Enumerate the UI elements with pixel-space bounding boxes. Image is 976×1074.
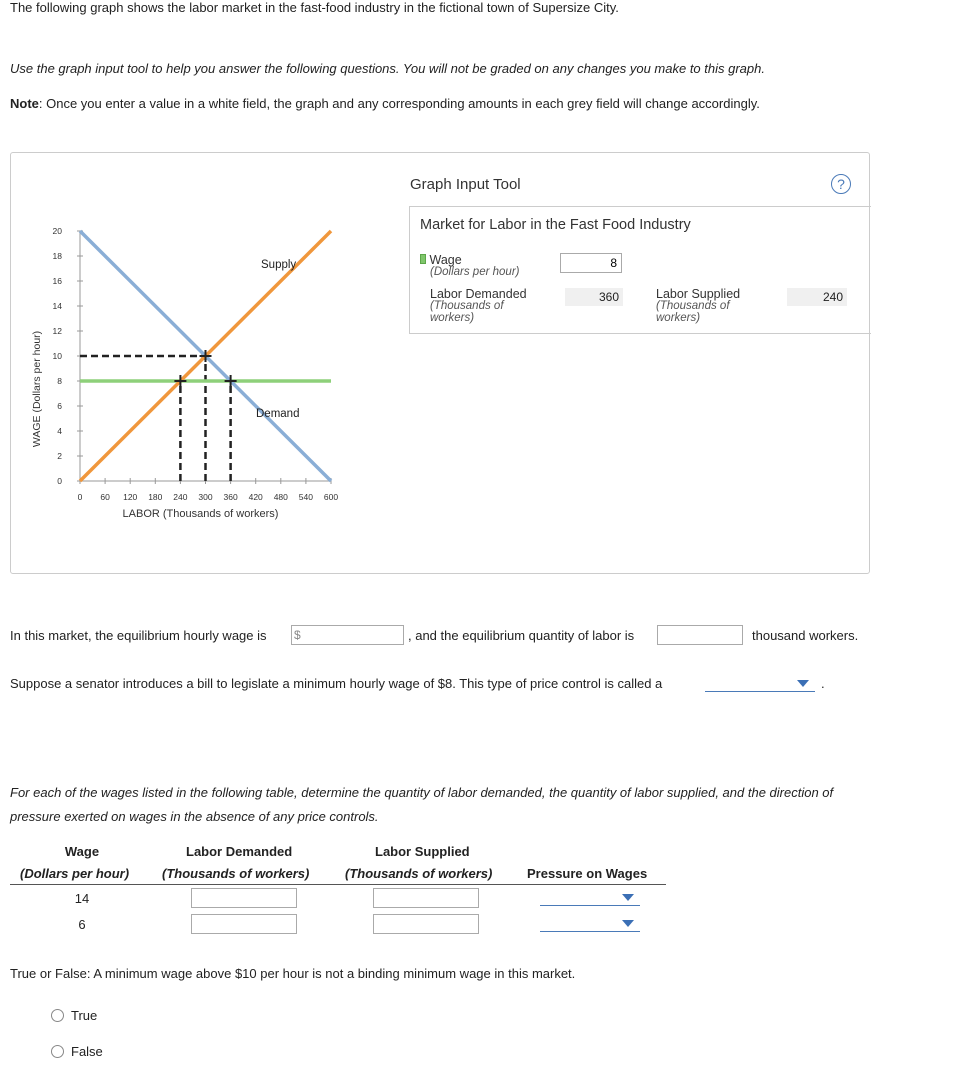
row2-pressure-dropdown[interactable] xyxy=(540,918,640,932)
x-tick-label: 60 xyxy=(100,492,110,502)
labor-demanded-value: 360 xyxy=(565,288,623,306)
graph-input-tool-title: Graph Input Tool xyxy=(410,176,521,193)
labor-supplied-value: 240 xyxy=(787,288,847,306)
table-header-divider xyxy=(10,884,666,885)
row1-labor-demanded-input[interactable] xyxy=(191,888,297,908)
x-tick-label: 0 xyxy=(77,492,83,502)
false-radio[interactable] xyxy=(51,1045,64,1058)
q2-text: Suppose a senator introduces a bill to legislate a minimum hourly wage of $8. This type of price control is called a xyxy=(10,676,663,691)
q1-text-before: In this market, the equilibrium hourly wage is xyxy=(10,628,267,643)
y-tick-label: 14 xyxy=(52,301,62,311)
demand-label: Demand xyxy=(256,408,300,420)
true-label[interactable]: True xyxy=(71,1008,98,1023)
col-header-pressure: Pressure on Wages xyxy=(527,866,648,881)
y-tick-label: 0 xyxy=(57,476,62,486)
col-header-supplied-sub: (Thousands of workers) xyxy=(345,866,493,881)
labor-demanded-label: Labor Demanded xyxy=(430,287,527,301)
equilibrium-quantity-input[interactable] xyxy=(657,625,743,645)
col-header-demanded: Labor Demanded xyxy=(186,844,293,859)
y-tick-label: 6 xyxy=(57,401,62,411)
col-header-wage-sub: (Dollars per hour) xyxy=(20,866,130,881)
wage-input[interactable] xyxy=(560,253,622,273)
q2-period: . xyxy=(821,676,825,691)
x-tick-label: 240 xyxy=(173,492,188,502)
labor-supplied-sublabel-2: workers) xyxy=(656,312,701,324)
q3-text-line2: pressure exerted on wages in the absence of any price controls. xyxy=(10,809,379,824)
row-wage-14: 14 xyxy=(74,891,90,906)
row2-labor-supplied-input[interactable] xyxy=(373,914,479,934)
y-tick-label: 2 xyxy=(57,451,62,461)
labor-market-chart[interactable] xyxy=(10,200,400,540)
q3-text-line1: For each of the wages listed in the following table, determine the quantity of labor demanded, the quantity of labor supplied, and the direction of xyxy=(10,785,834,800)
price-control-dropdown[interactable] xyxy=(705,678,815,692)
x-tick-label: 360 xyxy=(223,492,238,502)
x-tick-label: 180 xyxy=(148,492,163,502)
help-icon[interactable]: ? xyxy=(831,174,851,194)
x-tick-label: 420 xyxy=(248,492,263,502)
equilibrium-wage-input[interactable] xyxy=(291,625,404,645)
col-header-wage: Wage xyxy=(64,844,100,859)
y-axis-label: WAGE (Dollars per hour) xyxy=(31,330,43,448)
x-tick-label: 120 xyxy=(123,492,138,502)
row1-pressure-dropdown[interactable] xyxy=(540,892,640,906)
col-header-demanded-sub: (Thousands of workers) xyxy=(162,866,310,881)
wage-color-swatch xyxy=(420,254,426,264)
row2-labor-demanded-input[interactable] xyxy=(191,914,297,934)
labor-demanded-sublabel-1: (Thousands of xyxy=(430,300,504,312)
intro-text: The following graph shows the labor market in the fast-food industry in the fictional town of Supersize City. xyxy=(10,0,619,15)
q1-text-after: thousand workers. xyxy=(752,628,859,643)
wage-label-text: Wage xyxy=(429,253,462,267)
y-tick-label: 4 xyxy=(57,426,62,436)
instructions-text: Use the graph input tool to help you answer the following questions. You will not be graded on any changes you make to this graph. xyxy=(10,61,765,76)
y-tick-label: 10 xyxy=(52,351,62,361)
chevron-down-icon xyxy=(622,894,634,901)
x-tick-label: 600 xyxy=(323,492,339,502)
dollar-sign: $ xyxy=(294,628,301,642)
labor-supplied-sublabel-1: (Thousands of xyxy=(656,300,730,312)
y-tick-label: 8 xyxy=(57,376,62,386)
col-header-supplied: Labor Supplied xyxy=(375,844,470,859)
note-label: Note xyxy=(10,96,39,111)
wage-sublabel: (Dollars per hour) xyxy=(430,266,520,278)
x-tick-label: 480 xyxy=(273,492,288,502)
y-tick-label: 18 xyxy=(52,251,62,261)
chevron-down-icon xyxy=(622,920,634,927)
labor-demanded-sublabel-2: workers) xyxy=(430,312,475,324)
wage-label xyxy=(420,253,462,267)
y-tick-label: 16 xyxy=(52,276,62,286)
labor-supplied-label: Labor Supplied xyxy=(656,287,741,301)
note-body: : Once you enter a value in a white field, the graph and any corresponding amounts in each grey field will change accordingly. xyxy=(38,96,760,111)
false-label[interactable]: False xyxy=(71,1044,103,1059)
x-tick-label: 540 xyxy=(298,492,313,502)
market-title: Market for Labor in the Fast Food Industry xyxy=(420,217,691,233)
x-axis-label: LABOR (Thousands of workers) xyxy=(122,508,279,520)
y-tick-label: 20 xyxy=(52,226,62,236)
note-text xyxy=(10,96,760,111)
q1-text-mid: , and the equilibrium quantity of labor is xyxy=(408,628,635,643)
row-wage-6: 6 xyxy=(78,917,86,932)
true-radio[interactable] xyxy=(51,1009,64,1022)
x-tick-label: 300 xyxy=(198,492,213,502)
y-tick-label: 12 xyxy=(52,326,62,336)
chevron-down-icon xyxy=(797,680,809,687)
q4-text: True or False: A minimum wage above $10 per hour is not a binding minimum wage in this market. xyxy=(10,966,576,981)
supply-label: Supply xyxy=(261,259,297,271)
row1-labor-supplied-input[interactable] xyxy=(373,888,479,908)
